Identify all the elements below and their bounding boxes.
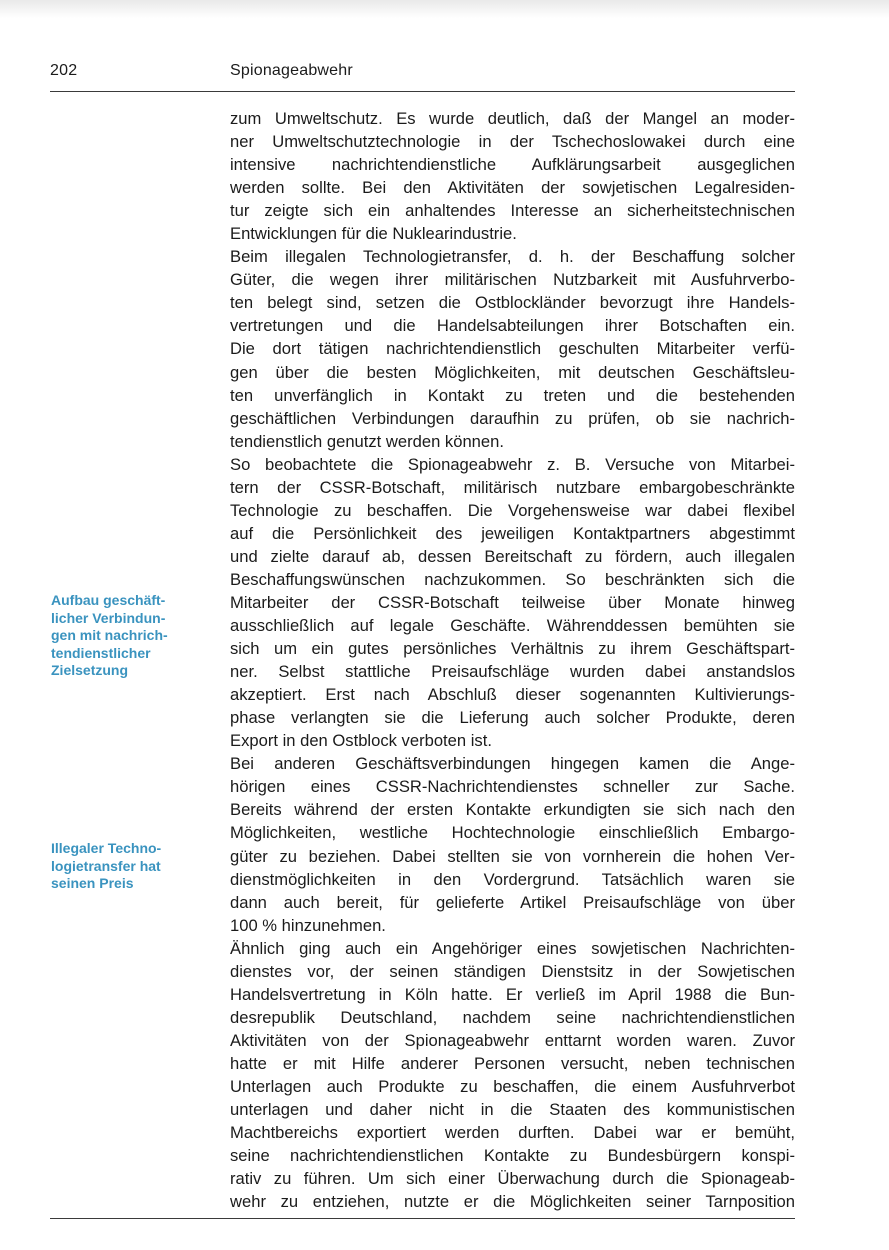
body-line: Handelsvertretung in Köln hatte. Er verließ im April 1988 die Bun- [230,984,795,1004]
body-line: tern der CSSR-Botschaft, militärisch nutzbare embargobeschränkte [230,477,795,497]
running-header-title: Spionageabwehr [230,62,353,79]
body-line: Ähnlich ging auch ein Angehöriger eines sowjetischen Nachrichten- [230,938,795,958]
body-line: zum Umweltschutz. Es wurde deutlich, daß der Mangel an moder- [230,109,795,128]
body-line: geschäftlichen Verbindungen daraufhin zu prüfen, ob sie nachrich- [230,408,795,428]
margin-note-line: Zielsetzung [51,662,129,679]
body-line: dienstes vor, der seinen ständigen Dienstsitz in der Sowjetischen [230,961,795,981]
body-line: und zielte darauf ab, dessen Bereitschaft zu fördern, auch illegalen [230,546,795,566]
header-rule [50,91,795,92]
body-line: ten belegt sind, setzen die Ostblockländer bevorzugt ihre Handels- [230,293,795,313]
body-line: intensive nachrichtendienstliche Aufklärungsarbeit ausgeglichen [230,155,795,175]
body-line: ner Umweltschutztechnologie in der Tschechoslowakei durch eine [230,132,795,152]
body-line: dienstmöglichkeiten in den Vordergrund. Tatsächlich waren sie [230,869,795,889]
body-line: ten unverfänglich in Kontakt zu treten und die bestehenden [230,385,795,405]
body-line: 100 % hinzunehmen. [230,915,386,935]
body-line: güter zu beziehen. Dabei stellten sie von vornherein die hohen Ver- [230,846,795,866]
margin-note-line: tendienstlicher [51,644,151,661]
body-line: hatte er mit Hilfe anderer Personen versucht, neben technischen [230,1053,795,1073]
body-line: So beobachtete die Spionageabwehr z. B. Versuche von Mitarbei- [230,454,795,474]
margin-note-line: Aufbau geschäft- [51,592,166,608]
body-line: Entwicklungen für die Nuklearindustrie. [230,224,517,244]
body-line: sich um ein gutes persönliches Verhältnis zu ihrem Geschäftspart- [230,639,795,659]
margin-note-line: seinen Preis [51,875,134,892]
body-line: tendienstlich genutzt werden können. [230,431,504,451]
body-line: Beschaffungswünschen nachzukommen. So beschränkten sich die [230,569,795,589]
body-line: Unterlagen auch Produkte zu beschaffen, die einem Ausfuhrverbot [230,1076,795,1096]
body-line: akzeptiert. Erst nach Abschluß dieser sogenannten Kultivierungs- [230,685,795,705]
body-line: phase verlangten sie die Lieferung auch solcher Produkte, deren [230,708,795,728]
margin-note-line: logietransfer hat [51,857,161,874]
body-line: wehr zu entziehen, nutzte er die Möglichkeiten seiner Tarnposition [230,1192,795,1212]
body-line: Bereits während der ersten Kontakte erkundigten sie sich nach den [230,800,795,820]
page-number: 202 [50,62,78,79]
body-line: desrepublik Deutschland, nachdem seine nachrichtendienstlichen [230,1007,795,1027]
body-text [230,107,795,1213]
body-line: Güter, die wegen ihrer militärischen Nutzbarkeit mit Ausfuhrverbo- [230,270,795,290]
body-line: rativ zu führen. Um sich einer Überwachung durch die Spionageab- [230,1169,795,1189]
body-line: seine nachrichtendienstlichen Kontakte zu Bundesbürgern konspi- [230,1146,795,1166]
body-line: hörigen eines CSSR-Nachrichtendienstes schneller zur Sache. [230,777,795,797]
body-line: Export in den Ostblock verboten ist. [230,731,492,751]
margin-note-business-connections [51,592,201,680]
body-line: ausschließlich auf legale Geschäfte. Währenddessen bemühten sie [230,616,795,636]
margin-note-illegal-tech-transfer [51,840,201,893]
body-line: ner. Selbst stattliche Preisaufschläge wurden dabei anstandslos [230,662,795,682]
body-line: Aktivitäten von der Spionageabwehr enttarnt worden waren. Zuvor [230,1030,795,1050]
body-line: Bei anderen Geschäftsverbindungen hingegen kamen die Ange- [230,754,795,774]
body-line: Beim illegalen Technologietransfer, d. h. der Beschaffung solcher [230,247,795,267]
body-line: werden sollte. Bei den Aktivitäten der sowjetischen Legalresiden- [230,178,795,198]
body-line: dann auch bereit, für gelieferte Artikel Preisaufschläge von über [230,892,795,912]
body-line: Die dort tätigen nachrichtendienstlich geschulten Mitarbeiter verfü- [230,339,795,359]
margin-note-line: licher Verbindun- [51,609,166,626]
footer-rule [50,1218,795,1219]
body-line: vertretungen und die Handelsabteilungen ihrer Botschaften ein. [230,316,795,336]
body-line: unterlagen und daher nicht in die Staaten des kommunistischen [230,1100,795,1120]
body-line: tur zeigte sich ein anhaltendes Interesse an sicherheitstechnischen [230,201,795,221]
body-line: auf die Persönlichkeit des jeweiligen Kontaktpartners abgestimmt [230,523,795,543]
scan-edge-shadow [0,0,889,18]
margin-note-line: gen mit nachrich- [51,627,168,644]
body-line: Mitarbeiter der CSSR-Botschaft teilweise über Monate hinweg [230,592,795,612]
body-line: Machtbereichs exportiert werden durften. Dabei war er bemüht, [230,1123,795,1143]
body-line: Technologie zu beschaffen. Die Vorgehensweise war dabei flexibel [230,500,795,520]
body-line: Möglichkeiten, westliche Hochtechnologie einschließlich Embargo- [230,823,795,843]
margin-note-line: Illegaler Techno- [51,840,162,856]
body-line: gen über die besten Möglichkeiten, mit deutschen Geschäftsleu- [230,362,795,382]
